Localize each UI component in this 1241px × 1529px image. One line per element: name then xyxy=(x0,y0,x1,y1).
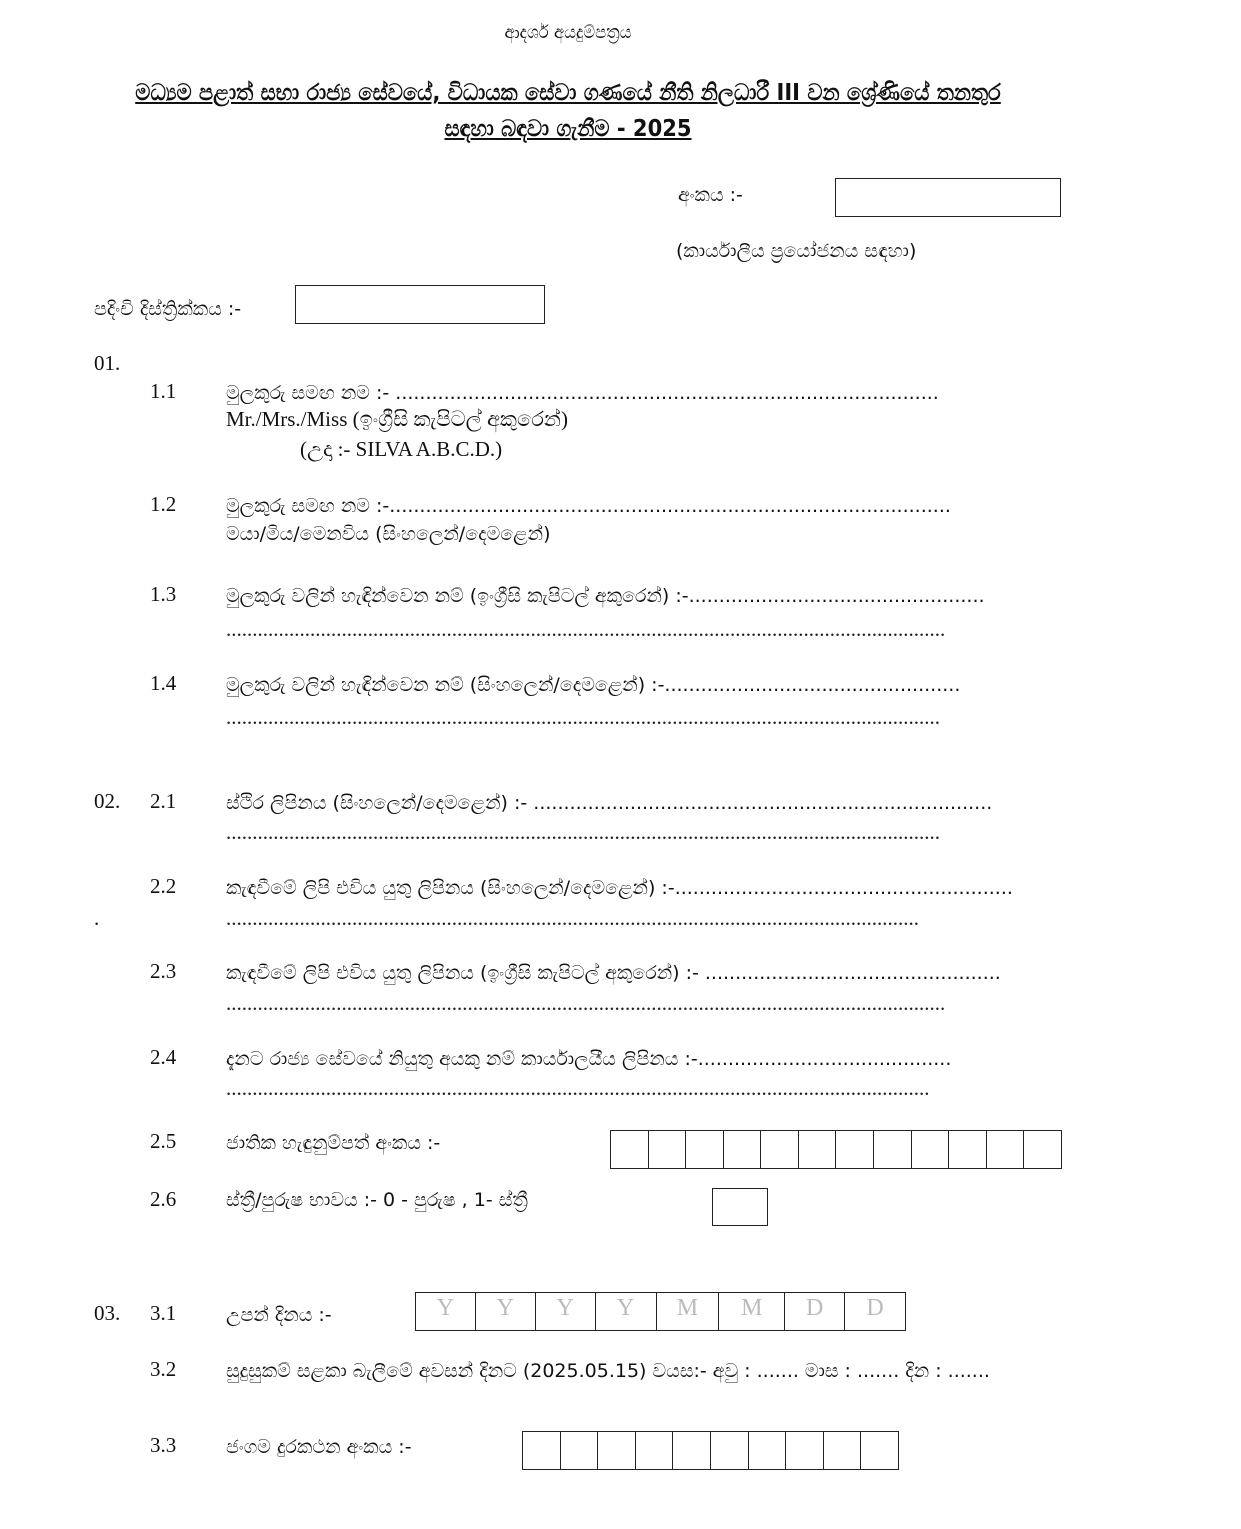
district-input-box[interactable] xyxy=(295,285,545,324)
item-3-1-number: 3.1 xyxy=(150,1301,177,1325)
item-2-3-fill-line[interactable]: ......................................................................................................................................... xyxy=(226,991,946,1015)
nic-digit-box[interactable] xyxy=(649,1131,687,1168)
item-1-4-fill-line[interactable]: ........................................................................................................................................ xyxy=(226,705,940,729)
item-1-4-label: මුලකුරු වලින් හැඳින්වෙන නම් (සිංහලෙන්/දෙමළෙන්) :-................................................. xyxy=(226,674,961,696)
item-1-2-number: 1.2 xyxy=(150,492,177,516)
item-1-1-title-note: Mr./Mrs./Miss (ඉංග්‍රීසි කැපිටල් අකුරෙන්) xyxy=(226,407,568,431)
mobile-digit-box[interactable] xyxy=(561,1432,599,1469)
mobile-digit-box[interactable] xyxy=(673,1432,711,1469)
item-1-2-title-note: මයා/මිය/මෙනවිය (සිංහලෙන්/දෙමළෙන්) xyxy=(226,523,551,545)
item-2-3-number: 2.3 xyxy=(150,959,177,983)
item-1-1-number: 1.1 xyxy=(150,379,177,403)
section-02-number: 02. xyxy=(94,789,121,813)
mobile-digit-box[interactable] xyxy=(861,1432,899,1469)
date-year-box[interactable]: Y xyxy=(596,1293,657,1330)
item-3-3-number: 3.3 xyxy=(150,1433,177,1457)
item-1-2-label: මුලකුරු සමඟ නම :-............................................................................................. xyxy=(226,495,951,517)
mobile-digit-box[interactable] xyxy=(749,1432,787,1469)
item-1-3-number: 1.3 xyxy=(150,582,177,606)
item-2-3-label: කැඳවීමේ ලිපි එවිය යුතු ලිපිනය (ඉංග්‍රීසි කැපිටල් අකුරෙන්) :- ................................................. xyxy=(226,962,1001,984)
item-2-4-number: 2.4 xyxy=(150,1045,177,1069)
district-label: පදිංචි දිස්ත්‍රික්කය :- xyxy=(94,298,242,320)
form-title-line1: මධ්‍යම පළාත් සභා රාජ්‍ය සේවයේ, විධායක සේවා ගණයේ නීති නිලධාරී III වන ශ්‍රේණියේ තනතුර xyxy=(135,80,1001,106)
mobile-digit-box[interactable] xyxy=(711,1432,749,1469)
nic-digit-box[interactable] xyxy=(874,1131,912,1168)
nic-number-boxes[interactable] xyxy=(610,1130,1062,1169)
item-3-2-number: 3.2 xyxy=(150,1357,177,1381)
nic-digit-box[interactable] xyxy=(686,1131,724,1168)
nic-digit-box[interactable] xyxy=(724,1131,762,1168)
form-model-label: ආදර්ශ අයදුම්පත්‍රය xyxy=(504,22,632,43)
item-1-4-number: 1.4 xyxy=(150,671,177,695)
item-2-5-number: 2.5 xyxy=(150,1129,177,1153)
mobile-digit-box[interactable] xyxy=(786,1432,824,1469)
form-title-line2: සඳහා බඳවා ගැනීම - 2025 xyxy=(444,116,692,142)
item-2-5-label: ජාතික හැඳුනුම්පත් අංකය :- xyxy=(226,1132,441,1154)
date-day-box[interactable]: D xyxy=(785,1293,845,1330)
item-1-1-example: (උදා :- SILVA A.B.C.D.) xyxy=(300,437,503,461)
nic-digit-box[interactable] xyxy=(1024,1131,1062,1168)
item-2-1-label: ස්ථිර ලිපිනය (සිංහලෙන්/දෙමළෙන්) :- ............................................................................ xyxy=(226,792,993,814)
nic-digit-box[interactable] xyxy=(949,1131,987,1168)
item-2-2-number: 2.2 xyxy=(150,874,177,898)
nic-digit-box[interactable] xyxy=(761,1131,799,1168)
date-year-box[interactable]: Y xyxy=(416,1293,476,1330)
mobile-digit-box[interactable] xyxy=(598,1432,636,1469)
item-3-2-label: සුදුසුකම් සළකා බැලීමේ අවසන් දිනට (2025.05.15) වයස:- අවු : ....... මාස : ....... දින : ....... xyxy=(226,1360,990,1382)
item-2-6-number: 2.6 xyxy=(150,1187,177,1211)
nic-digit-box[interactable] xyxy=(987,1131,1025,1168)
section-01-number: 01. xyxy=(94,351,121,375)
item-2-1-fill-line[interactable]: ........................................................................................................................................ xyxy=(226,820,940,844)
birth-date-boxes[interactable] xyxy=(415,1292,906,1331)
item-2-1-number: 2.1 xyxy=(150,789,177,813)
item-3-3-label: ජංගම දුරකථන අංකය :- xyxy=(226,1436,412,1458)
nic-digit-box[interactable] xyxy=(611,1131,649,1168)
date-year-box[interactable]: Y xyxy=(536,1293,596,1330)
mobile-digit-box[interactable] xyxy=(824,1432,862,1469)
item-1-3-label: මුලකුරු වලින් හැඳින්වෙන නම් (ඉංග්‍රීසි කැපිටල් අකුරෙන්) :-................................................. xyxy=(226,585,985,607)
item-1-1-label: මුලකුරු සමඟ නම :- .......................................................................................... xyxy=(226,382,939,404)
item-2-2-label: කැඳවීමේ ලිපි එවිය යුතු ලිපිනය (සිංහලෙන්/දෙමළෙන්) :-........................................................ xyxy=(226,877,1013,899)
date-day-box[interactable]: D xyxy=(845,1293,906,1330)
item-2-6-label: ස්ත්‍රී/පුරුෂ භාවය :- 0 - පුරුෂ , 1- ස්ත්‍රී xyxy=(226,1189,528,1211)
mobile-digit-box[interactable] xyxy=(636,1432,674,1469)
office-number-box[interactable] xyxy=(835,178,1061,217)
nic-digit-box[interactable] xyxy=(799,1131,837,1168)
mobile-number-boxes[interactable] xyxy=(522,1431,899,1470)
gender-code-box[interactable] xyxy=(712,1188,768,1226)
item-2-4-label: දැනට රාජ්‍ය සේවයේ නියුතු අයකු නම් කාර්යාලයීය ලිපිනය :-.......................................... xyxy=(226,1048,952,1070)
office-use-note: (කාර්යාලීය ප්‍රයෝජනය සඳහා) xyxy=(676,240,917,262)
date-month-box[interactable]: M xyxy=(657,1293,720,1330)
mobile-digit-box[interactable] xyxy=(523,1432,561,1469)
section-03-number: 03. xyxy=(94,1301,121,1325)
stray-dot: . xyxy=(94,906,100,930)
date-year-box[interactable]: Y xyxy=(476,1293,536,1330)
office-number-label: අංකය :- xyxy=(678,184,743,206)
date-month-box[interactable]: M xyxy=(719,1293,785,1330)
item-3-1-label: උපන් දිනය :- xyxy=(226,1304,332,1326)
item-2-4-fill-line[interactable]: ...................................................................................................................................... xyxy=(226,1076,930,1100)
nic-digit-box[interactable] xyxy=(912,1131,950,1168)
item-2-2-fill-line[interactable]: .................................................................................................................................... xyxy=(226,906,919,930)
nic-digit-box[interactable] xyxy=(836,1131,874,1168)
item-1-3-fill-line[interactable]: ......................................................................................................................................... xyxy=(226,617,946,641)
